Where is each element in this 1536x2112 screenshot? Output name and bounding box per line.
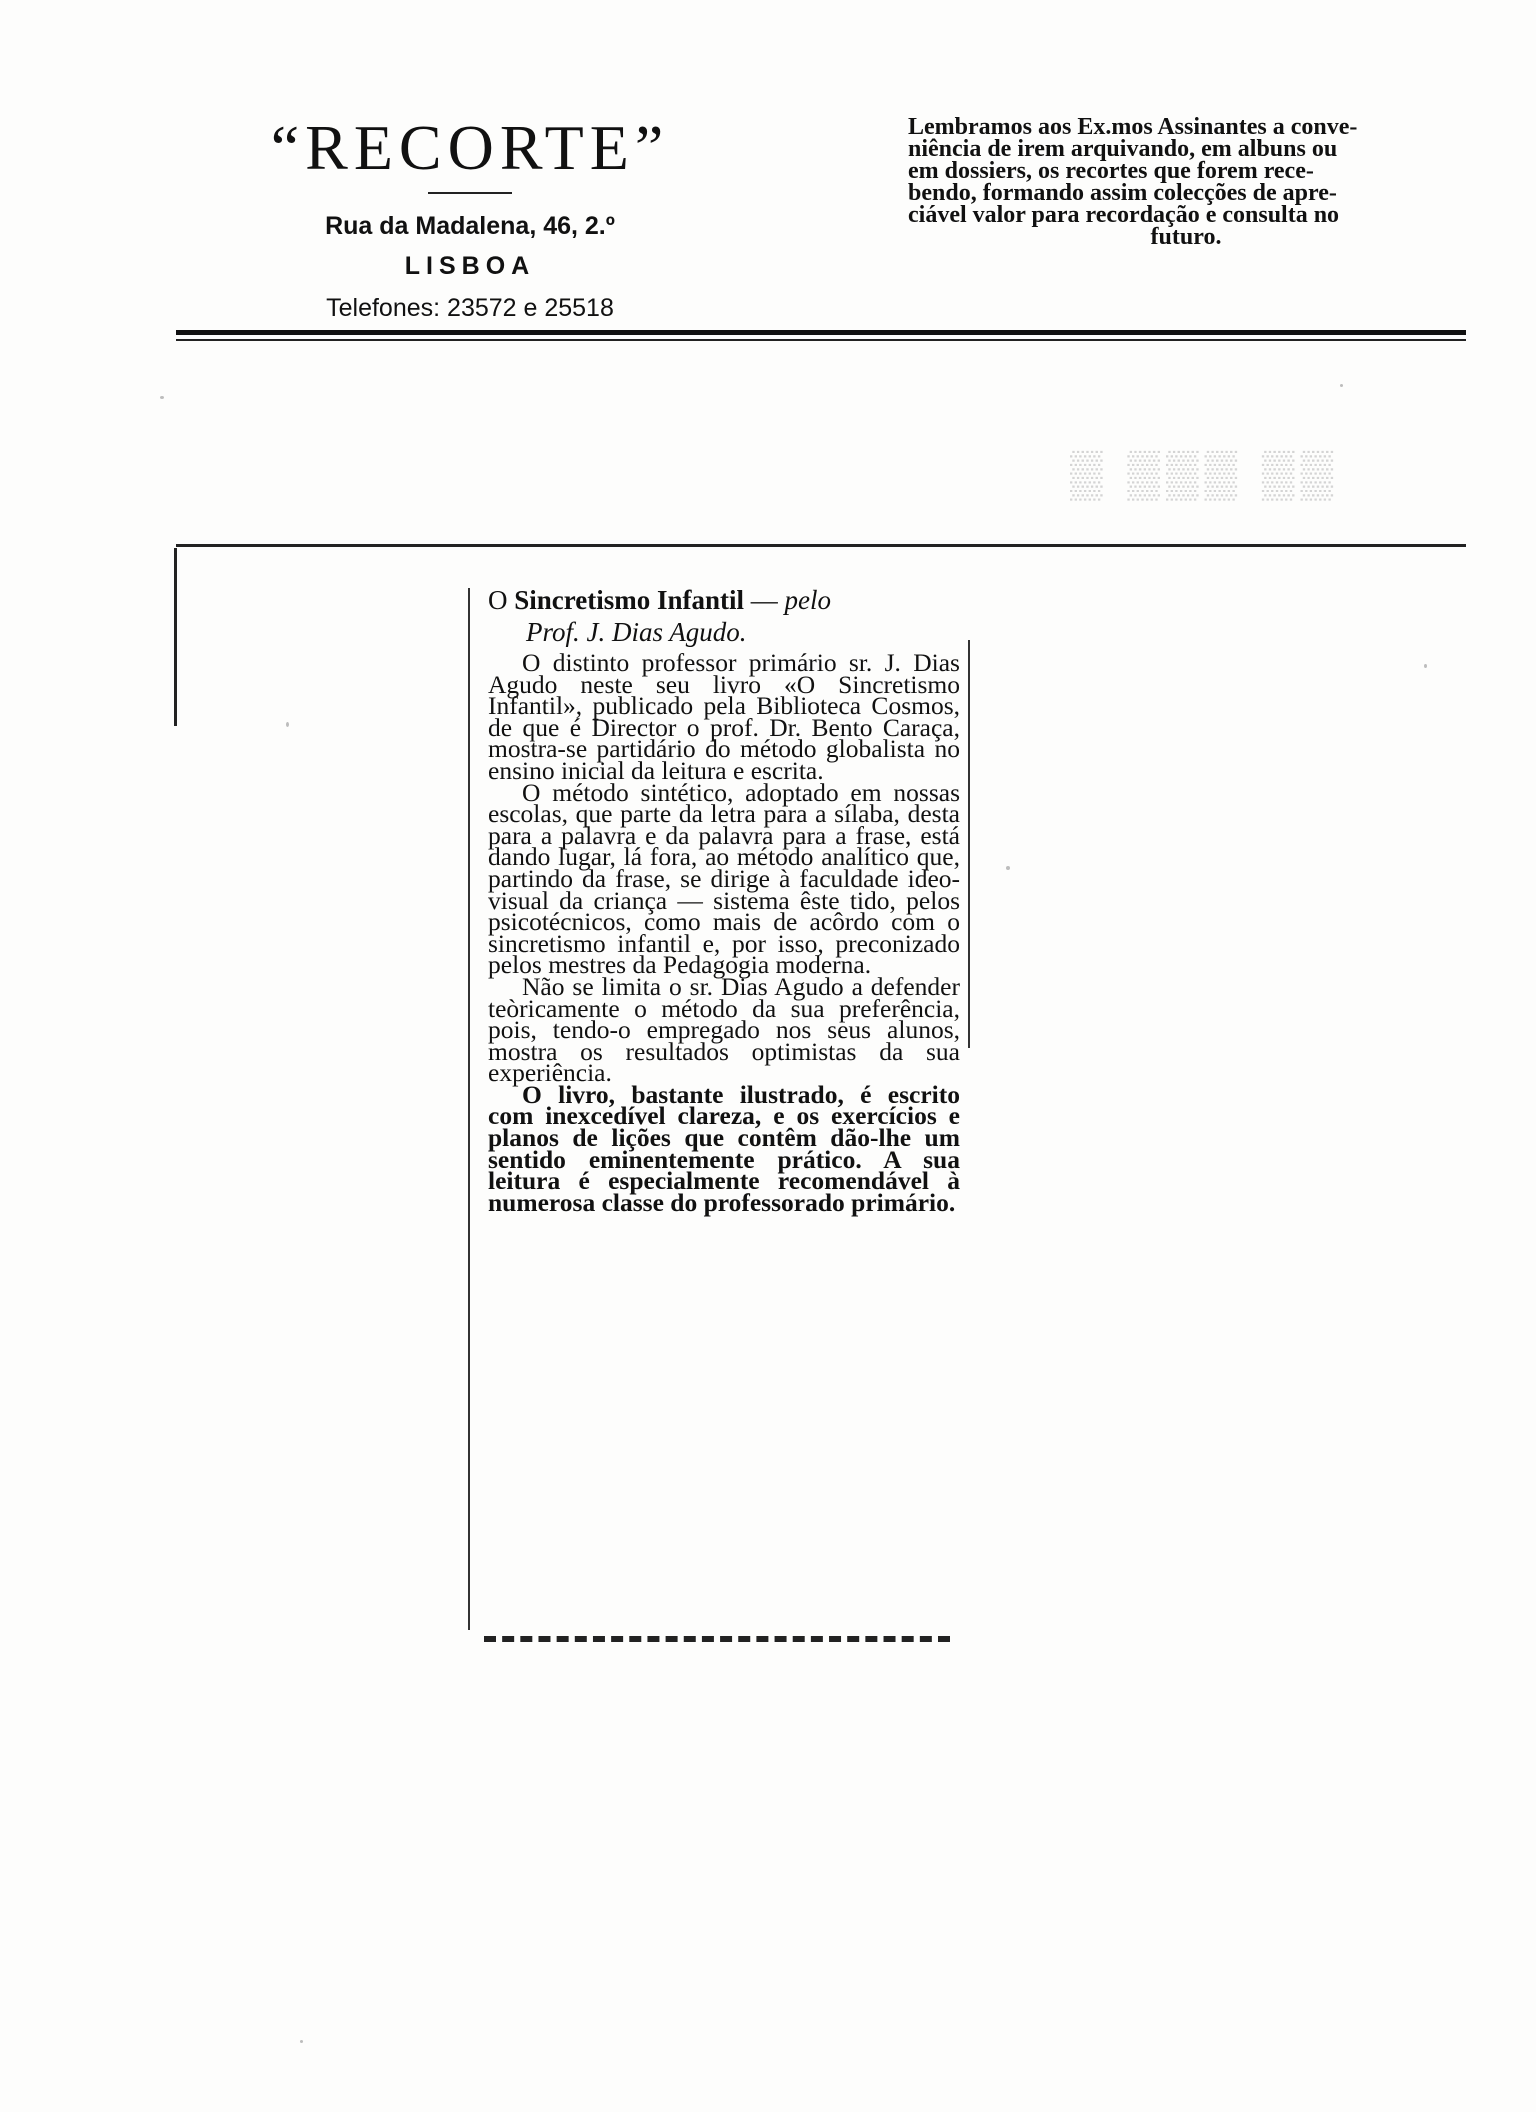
notice-line: Lembramos aos Ex.mos Assinantes a conve- — [908, 114, 1358, 140]
article-left-border — [468, 588, 470, 1630]
article-title — [488, 584, 960, 616]
scan-speck — [300, 2040, 303, 2043]
masthead — [190, 112, 750, 328]
title-separator: — — [750, 585, 778, 615]
notice-line: bendo, formando assim colecções de apre- — [908, 180, 1337, 206]
article-end-dashes — [484, 1636, 950, 1642]
brand-divider — [428, 192, 512, 194]
subscriber-notice — [908, 116, 1464, 248]
scan-speck — [160, 396, 164, 399]
faded-date-stamp: ▒ ▒▒▒ ▒▒ — [1070, 447, 1340, 499]
title-prefix: O — [488, 585, 508, 615]
article-paragraph: O livro, bastante ilustrado, é escrito com inexcedível clareza, e os exercícios e planos de lições que contêm dão-lhe um sentido eminentemente prático. A sua leitura é especialmente recomendável à numerosa classe do professorado primário. — [488, 1079, 960, 1217]
title-main: Sincretismo Infantil — [514, 585, 745, 615]
header-rule-thin — [176, 339, 1466, 341]
scan-speck — [286, 722, 289, 727]
notice-line: ciável valor para recordação e consulta no — [908, 202, 1340, 228]
article-paragraph: O método sintético, adoptado em nossas escolas, que parte da letra para a sílaba, desta para a palavra e da palavra para a frase, está dando lugar, lá fora, ao método analítico que, partindo da frase, se dirige à faculdade ideo-visual da criança — sistema êste tido, pelos psicotécnicos, como mais de acôrdo com o sincretismo infantil e, por isso, preconizado pelos mestres da Pedagogia moderna. — [488, 777, 960, 980]
article-author: Prof. J. Dias Agudo. — [526, 617, 747, 647]
notice-line: em dossiers, os recortes que forem rece- — [908, 158, 1314, 184]
address-line: Rua da Madalena, 46, 2.º — [325, 212, 615, 240]
phones-line: Telefones: 23572 e 25518 — [326, 294, 614, 322]
article-clipping — [488, 584, 960, 1217]
notice-line: futuro. — [1150, 224, 1222, 250]
header-rule-thick — [176, 330, 1466, 335]
scan-speck — [1424, 664, 1427, 668]
scan-speck — [1340, 384, 1343, 387]
title-by: pelo — [784, 585, 832, 615]
article-right-border — [968, 640, 970, 1048]
scan-speck — [1006, 866, 1010, 870]
brand-title: “RECORTE” — [270, 112, 670, 183]
notice-line: niência de irem arquivando, em albuns ou — [908, 136, 1338, 162]
article-paragraph: Não se limita o sr. Dias Agudo a defender teòricamente o método da sua preferência, pois, tendo-o empregado nos seus alunos, mostra os resultados optimistas da sua experiência. — [488, 971, 960, 1088]
clipping-left-edge — [174, 548, 177, 726]
clipping-top-rule — [176, 544, 1466, 547]
article-paragraph: O distinto professor primário sr. J. Dias Agudo neste seu livro «O Sincretismo Infantil», publicado pela Biblioteca Cosmos, de que é Director o prof. Dr. Bento Caraça, mostra-se partidário do método globalista no ensino inicial da leitura e escrita. — [488, 648, 960, 785]
city-line: LISBOA — [404, 252, 536, 280]
